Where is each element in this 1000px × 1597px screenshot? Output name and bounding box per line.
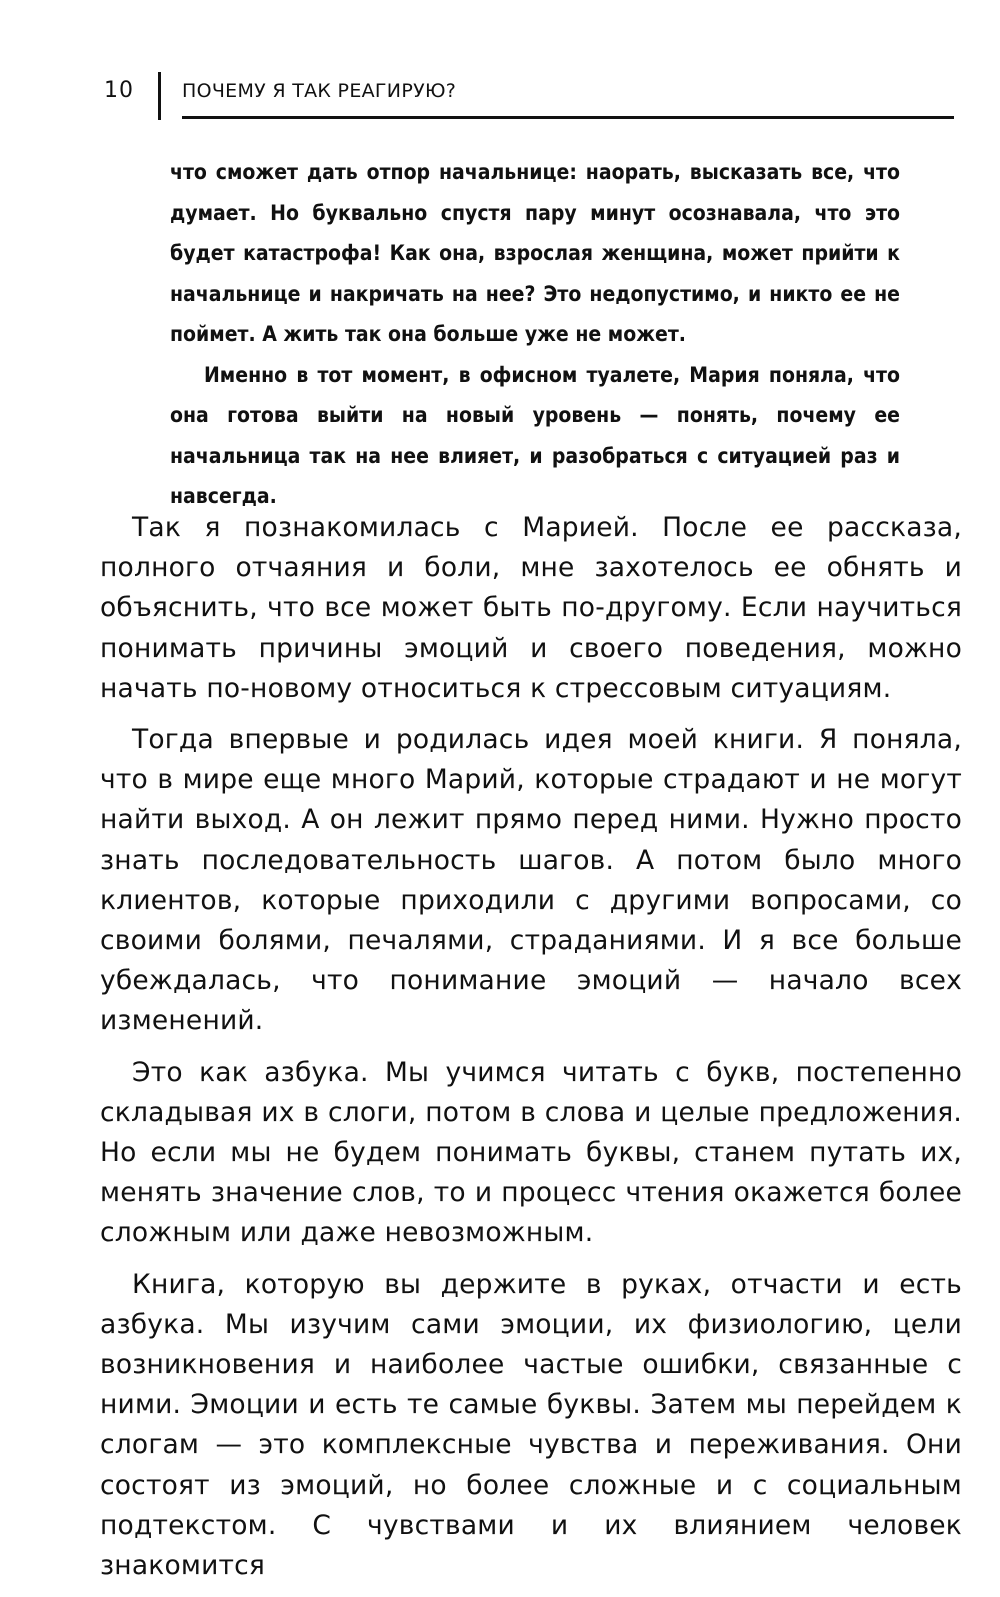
page-number: 10 [104,78,134,103]
quote-paragraph: Именно в тот момент, в офисном туалете, Мария поняла, что она готова выйти на новый уровень — понять, почему ее начальница так на нее влияет, и разобраться с ситуацией раз и навсегда. [170,362,900,508]
header-separator [158,72,161,120]
body-paragraph: Так я познакомилась с Марией. После ее рассказа, полного отчаяния и боли, мне захотелось ее обнять и объяснить, что все может быть по-другому. Если научиться понимать причины эмоций и своего поведения, можно начать по-новому относиться к стрессовым ситуациям. [100,512,962,704]
body-paragraph: Это как азбука. Мы учимся читать с букв, постепенно складывая их в слоги, потом в слова и целые предложения. Но если мы не будем понимать буквы, станем путать их, менять значение слов, то и процесс чтения окажется более сложным или даже невозможным. [100,1056,962,1249]
quote-paragraph: что сможет дать отпор начальнице: наорать, высказать все, что думает. Но буквально спустя пару минут осознавала, что это будет катастрофа! Как она, взрослая женщина, может прийти к начальнице и накричать на нее? Это недопустимо, и никто ее не поймет. А жить так она больше уже не может. [170,160,900,346]
running-title: ПОЧЕМУ Я ТАК РЕАГИРУЮ? [182,80,457,102]
body-paragraph: Тогда впервые и родилась идея моей книги. Я поняла, что в мире еще много Марий, которые страдают и не могут найти выход. А он лежит прямо перед ними. Нужно просто знать последовательность шагов. А потом было много клиентов, которые приходили с другими вопросами, со своими болями, печалями, страданиями. И я все больше убеждалась, что понимание эмоций — начало всех изменений. [100,724,962,1037]
body-paragraph: Книга, которую вы держите в руках, отчасти и есть азбука. Мы изучим сами эмоции, их физиологию, цели возникновения и наиболее частые ошибки, связанные с ними. Эмоции и есть те самые буквы. Затем мы перейдем к слогам — это комплексные чувства и переживания. Они состоят из эмоций, но более сложные и с социальным подтекстом. С чувствами и их влиянием человек знакомится [100,1268,962,1582]
quoted-story-block [170,152,900,517]
body-text [100,508,962,1597]
header-rule [182,116,954,119]
running-header [98,70,958,122]
